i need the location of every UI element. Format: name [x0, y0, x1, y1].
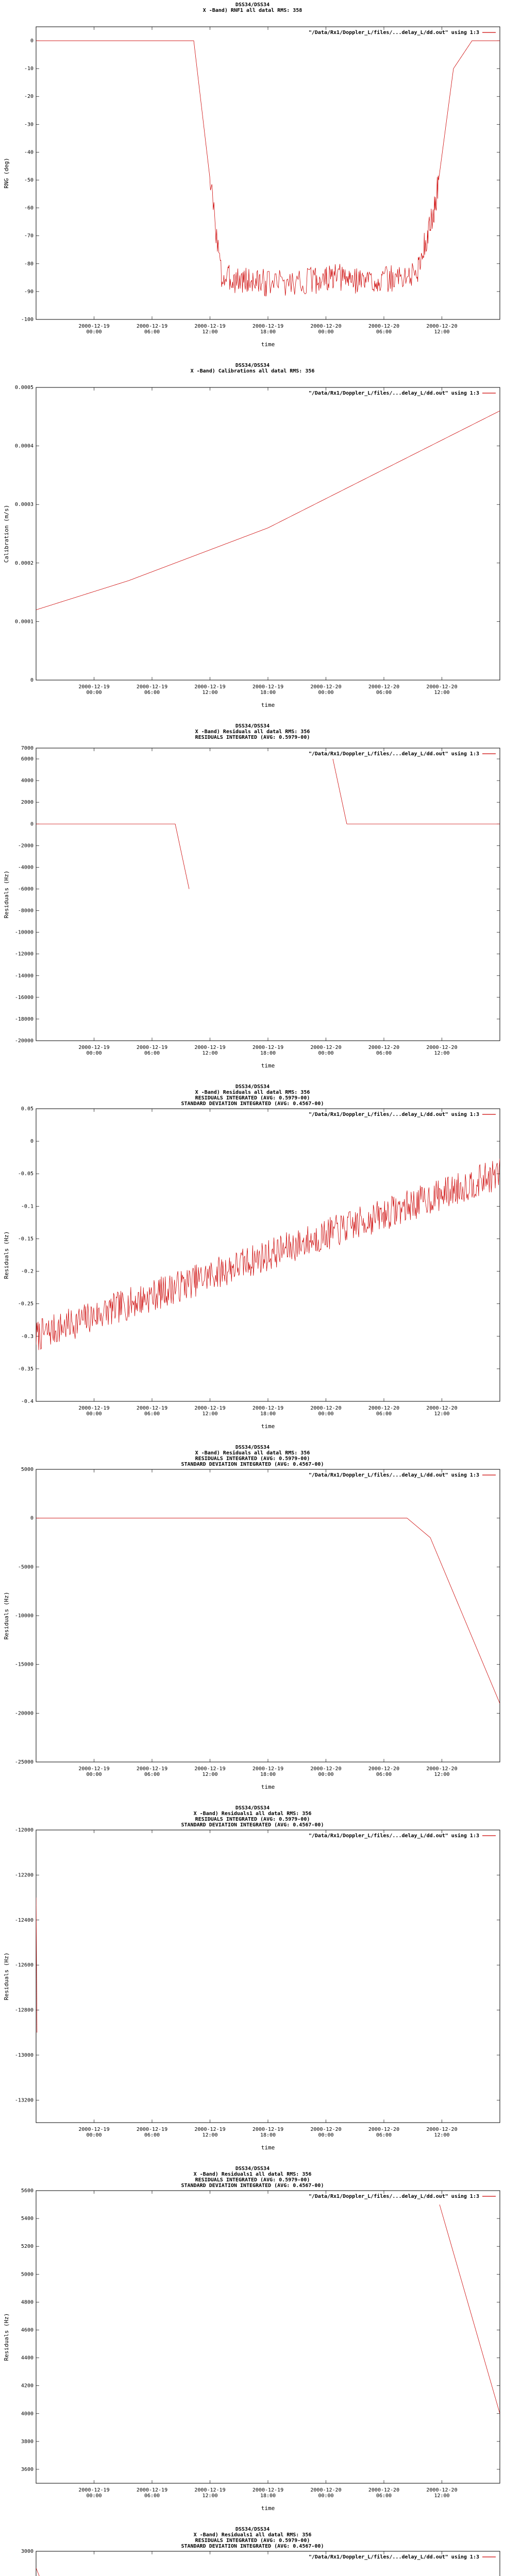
y-tick-label: 3800	[21, 2438, 33, 2445]
x-tick-label: 2000-12-19 18:00	[252, 1405, 284, 1417]
legend-entry: "/Data/Rx1/Doppler_L/files/...delay_L/dd.out" using 1:3	[308, 1472, 479, 1478]
y-tick-label: -13000	[14, 2052, 33, 2058]
x-tick-label: 2000-12-19 00:00	[78, 1766, 110, 1777]
series-line	[36, 411, 500, 609]
y-tick-label: -25000	[14, 1759, 33, 1765]
y-tick-label: -12200	[14, 1872, 33, 1878]
x-tick-label: 2000-12-19 12:00	[194, 1045, 226, 1056]
chart-7	[0, 2164, 505, 2524]
plot-frame	[36, 387, 500, 680]
x-tick-label: 2000-12-19 18:00	[252, 1766, 284, 1777]
x-axis-label: time	[261, 1784, 275, 1790]
y-tick-label: 0	[30, 38, 33, 44]
y-tick-label: -100	[21, 317, 33, 323]
y-axis-label: Calibration (m/s)	[3, 504, 10, 563]
y-tick-label: 2000	[21, 800, 33, 806]
y-tick-label: -12600	[14, 1962, 33, 1969]
x-axis-label: time	[261, 1423, 275, 1430]
legend-entry: "/Data/Rx1/Doppler_L/files/...delay_L/dd.out" using 1:3	[308, 1833, 479, 1839]
x-tick-label: 2000-12-19 18:00	[252, 684, 284, 696]
x-tick-label: 2000-12-19 12:00	[194, 324, 226, 335]
series-line	[36, 41, 500, 296]
x-tick-label: 2000-12-19 18:00	[252, 2127, 284, 2138]
chart-4	[0, 1082, 505, 1443]
x-tick-label: 2000-12-20 06:00	[368, 2487, 400, 2499]
x-tick-label: 2000-12-19 06:00	[136, 2127, 168, 2138]
y-tick-label: -60	[24, 205, 33, 211]
x-tick-label: 2000-12-19 12:00	[194, 2127, 226, 2138]
chart-title-line: STANDARD DEVIATION INTEGRATED (AVG: 0.4567-00)	[181, 1822, 324, 1828]
y-tick-label: -70	[24, 233, 33, 239]
x-axis-label: time	[261, 2505, 275, 2512]
chart-title-line: RESIDUALS INTEGRATED (AVG: 0.5979-00)	[195, 2177, 310, 2183]
y-tick-label: -6000	[18, 886, 33, 892]
chart-title-line: X -Band) Residuals all datal RMS: 356	[195, 1450, 310, 1456]
y-tick-label: -30	[24, 122, 33, 128]
y-tick-label: -10	[24, 66, 33, 72]
y-tick-label: 5000	[21, 1467, 33, 1472]
plot-frame	[36, 1830, 500, 2123]
legend-entry: "/Data/Rx1/Doppler_L/files/...delay_L/dd.out" using 1:3	[308, 30, 479, 36]
y-tick-label: -0.4	[21, 1399, 33, 1404]
chart-title-line: X -Band) Residuals1 all datal RMS: 356	[193, 2172, 312, 2177]
chart-title-line: RESIDUALS INTEGRATED (AVG: 0.5979-00)	[195, 2538, 310, 2544]
y-tick-label: -40	[24, 149, 33, 156]
y-tick-label: -0.05	[18, 1171, 33, 1177]
x-tick-label: 2000-12-20 06:00	[368, 324, 400, 335]
x-tick-label: 2000-12-20 12:00	[426, 1045, 458, 1056]
x-tick-label: 2000-12-19 12:00	[194, 684, 226, 696]
legend-entry: "/Data/Rx1/Doppler_L/files/...delay_L/dd.out" using 1:3	[308, 1112, 479, 1117]
x-tick-label: 2000-12-19 00:00	[78, 1045, 110, 1056]
y-tick-label: -0.25	[18, 1301, 33, 1307]
x-tick-label: 2000-12-20 12:00	[426, 2487, 458, 2499]
chart-title-line: DSS34/DSS34	[235, 2166, 270, 2172]
chart-title-line: STANDARD DEVIATION INTEGRATED (AVG: 0.4567-00)	[181, 1101, 324, 1107]
y-tick-label: -0.2	[21, 1268, 33, 1275]
y-tick-label: 0.0005	[14, 385, 33, 391]
chart-6	[0, 1803, 505, 2164]
plot-frame	[36, 748, 500, 1041]
x-tick-label: 2000-12-19 12:00	[194, 1405, 226, 1417]
y-tick-label: 0.05	[21, 1106, 33, 1112]
x-axis-label: time	[261, 1062, 275, 1069]
y-tick-label: -12800	[14, 2007, 33, 2013]
x-tick-label: 2000-12-19 00:00	[78, 2127, 110, 2138]
y-tick-label: 0.0003	[14, 502, 33, 508]
y-tick-label: -5000	[18, 1564, 33, 1570]
y-tick-label: 4600	[21, 2327, 33, 2333]
legend-entry: "/Data/Rx1/Doppler_L/files/...delay_L/dd.out" using 1:3	[308, 2554, 479, 2560]
chart-3	[0, 721, 505, 1082]
x-tick-label: 2000-12-20 12:00	[426, 1405, 458, 1417]
x-tick-label: 2000-12-20 06:00	[368, 2127, 400, 2138]
chart-title-line: RESIDUALS INTEGRATED (AVG: 0.5979-00)	[195, 1817, 310, 1822]
y-tick-label: -12000	[14, 951, 33, 957]
legend-entry: "/Data/Rx1/Doppler_L/files/...delay_L/dd.out" using 1:3	[308, 751, 479, 757]
chart-title-line: DSS34/DSS34	[235, 363, 270, 368]
y-tick-label: -20000	[14, 1038, 33, 1044]
chart-title-line: X -Band) RNF1 all datal RMS: 358	[203, 8, 302, 13]
chart-title-line: STANDARD DEVIATION INTEGRATED (AVG: 0.4567-00)	[181, 1462, 324, 1467]
x-tick-label: 2000-12-19 18:00	[252, 324, 284, 335]
y-tick-label: -50	[24, 177, 33, 183]
x-tick-label: 2000-12-20 06:00	[368, 1045, 400, 1056]
y-tick-label: -20	[24, 94, 33, 100]
series-segment	[407, 1518, 430, 1538]
x-tick-label: 2000-12-20 12:00	[426, 2127, 458, 2138]
chart-title-line: DSS34/DSS34	[235, 2, 270, 8]
x-tick-label: 2000-12-19 06:00	[136, 684, 168, 696]
chart-1	[0, 0, 505, 361]
y-tick-label: -12400	[14, 1917, 33, 1923]
y-axis-label: Residuals (Hz)	[3, 1591, 10, 1640]
y-tick-label: 4800	[21, 2299, 33, 2306]
y-tick-label: -0.1	[21, 1204, 33, 1210]
x-tick-label: 2000-12-20 06:00	[368, 1766, 400, 1777]
x-axis-label: time	[261, 702, 275, 708]
chart-5	[0, 1443, 505, 1803]
chart-title-line: RESIDUALS INTEGRATED (AVG: 0.5979-00)	[195, 1456, 310, 1462]
y-tick-label: 0	[30, 677, 33, 683]
series-segment	[175, 824, 189, 889]
x-tick-label: 2000-12-20 12:00	[426, 324, 458, 335]
x-tick-label: 2000-12-19 12:00	[194, 1766, 226, 1777]
y-tick-label: 0	[30, 821, 33, 827]
y-tick-label: -8000	[18, 908, 33, 914]
y-tick-label: 3600	[21, 2466, 33, 2472]
y-axis-label: RNG (deg)	[3, 158, 10, 189]
y-tick-label: 4000	[21, 2411, 33, 2417]
y-tick-label: -20000	[14, 1710, 33, 1717]
y-tick-label: 5200	[21, 2244, 33, 2250]
chart-title-line: STANDARD DEVIATION INTEGRATED (AVG: 0.4567-00)	[181, 2183, 324, 2189]
chart-title-line: X -Band) Residuals all datal RMS: 356	[195, 729, 310, 735]
y-tick-label: -13200	[14, 2097, 33, 2104]
y-tick-label: 0.0002	[14, 560, 33, 566]
y-axis-label: Residuals (Hz)	[3, 1231, 10, 1279]
x-axis-label: time	[261, 2144, 275, 2151]
x-tick-label: 2000-12-19 06:00	[136, 1766, 168, 1777]
x-tick-label: 2000-12-20 00:00	[310, 1045, 342, 1056]
y-tick-label: 0	[30, 1139, 33, 1145]
y-tick-label: 4000	[21, 778, 33, 784]
chart-2	[0, 361, 505, 721]
x-tick-label: 2000-12-19 18:00	[252, 1045, 284, 1056]
x-tick-label: 2000-12-19 06:00	[136, 1405, 168, 1417]
y-tick-label: 0	[30, 1515, 33, 1521]
y-tick-label: -0.3	[21, 1333, 33, 1340]
plot-frame	[36, 27, 500, 319]
x-tick-label: 2000-12-19 00:00	[78, 2487, 110, 2499]
y-tick-label: -2000	[18, 843, 33, 849]
legend-entry: "/Data/Rx1/Doppler_L/files/...delay_L/dd.out" using 1:3	[308, 391, 479, 396]
y-tick-label: -15000	[14, 1662, 33, 1668]
plot-frame	[36, 2191, 500, 2483]
x-tick-label: 2000-12-19 00:00	[78, 324, 110, 335]
series-segment	[430, 1538, 500, 1704]
series-segment	[36, 2568, 129, 2576]
x-tick-label: 2000-12-19 06:00	[136, 1045, 168, 1056]
x-tick-label: 2000-12-19 06:00	[136, 2487, 168, 2499]
y-tick-label: -10000	[14, 929, 33, 936]
chart-title-line: RESIDUALS INTEGRATED (AVG: 0.5979-00)	[195, 735, 310, 740]
chart-title-line: RESIDUALS INTEGRATED (AVG: 0.5979-00)	[195, 1095, 310, 1101]
y-axis-label: Residuals (Hz)	[3, 2313, 10, 2361]
chart-title-line: STANDARD DEVIATION INTEGRATED (AVG: 0.4567-00)	[181, 2544, 324, 2549]
x-tick-label: 2000-12-20 00:00	[310, 1405, 342, 1417]
y-tick-label: -12000	[14, 1827, 33, 1833]
y-tick-label: 5600	[21, 2188, 33, 2194]
legend-entry: "/Data/Rx1/Doppler_L/files/...delay_L/dd.out" using 1:3	[308, 2194, 479, 2199]
y-tick-label: 4200	[21, 2383, 33, 2389]
chart-title-line: DSS34/DSS34	[235, 723, 270, 729]
y-tick-label: 0.0001	[14, 619, 33, 625]
y-tick-label: 7000	[21, 745, 33, 751]
series-noise	[36, 1159, 500, 1350]
x-tick-label: 2000-12-20 00:00	[310, 2487, 342, 2499]
plot-frame	[36, 1469, 500, 1762]
chart-title-line: DSS34/DSS34	[235, 2527, 270, 2532]
chart-title-line: X -Band) Calibrations all datal RMS: 356	[190, 368, 315, 374]
x-tick-label: 2000-12-19 12:00	[194, 2487, 226, 2499]
y-axis-label: Residuals (Hz)	[3, 1952, 10, 2001]
chart-title-line: DSS34/DSS34	[235, 1084, 270, 1090]
x-tick-label: 2000-12-20 12:00	[426, 684, 458, 696]
y-tick-label: 5400	[21, 2216, 33, 2222]
series-segment	[333, 759, 347, 824]
chart-title-line: DSS34/DSS34	[235, 1445, 270, 1450]
x-tick-label: 2000-12-20 06:00	[368, 684, 400, 696]
x-tick-label: 2000-12-20 12:00	[426, 1766, 458, 1777]
y-tick-label: 5000	[21, 2272, 33, 2278]
y-tick-label: 3000	[21, 2549, 33, 2554]
y-tick-label: 6000	[21, 756, 33, 762]
series-segment	[440, 2205, 500, 2414]
y-axis-label: Residuals (Hz)	[3, 870, 10, 919]
x-axis-label: time	[261, 341, 275, 348]
x-tick-label: 2000-12-20 00:00	[310, 684, 342, 696]
x-tick-label: 2000-12-19 00:00	[78, 684, 110, 696]
chart-title-line: X -Band) Residuals1 all datal RMS: 356	[193, 2532, 312, 2538]
chart-title-line: X -Band) Residuals all datal RMS: 356	[195, 1090, 310, 1095]
chart-8	[0, 2524, 505, 2576]
x-tick-label: 2000-12-19 06:00	[136, 324, 168, 335]
y-tick-label: -80	[24, 261, 33, 267]
y-tick-label: -0.15	[18, 1236, 33, 1242]
y-tick-label: -18000	[14, 1016, 33, 1022]
x-tick-label: 2000-12-20 00:00	[310, 2127, 342, 2138]
x-tick-label: 2000-12-19 18:00	[252, 2487, 284, 2499]
y-tick-label: 4400	[21, 2355, 33, 2361]
y-tick-label: -0.35	[18, 1366, 33, 1372]
chart-title-line: X -Band) Residuals1 all datal RMS: 356	[193, 1811, 312, 1817]
y-tick-label: -4000	[18, 865, 33, 871]
chart-title-line: DSS34/DSS34	[235, 1805, 270, 1811]
y-tick-label: 0.0004	[14, 443, 33, 449]
y-tick-label: -10000	[14, 1613, 33, 1619]
x-tick-label: 2000-12-20 06:00	[368, 1405, 400, 1417]
x-tick-label: 2000-12-19 00:00	[78, 1405, 110, 1417]
x-tick-label: 2000-12-20 00:00	[310, 324, 342, 335]
y-tick-label: -16000	[14, 994, 33, 1001]
x-tick-label: 2000-12-20 00:00	[310, 1766, 342, 1777]
y-tick-label: -14000	[14, 973, 33, 979]
y-tick-label: -90	[24, 289, 33, 295]
plot-frame	[36, 1109, 500, 1401]
